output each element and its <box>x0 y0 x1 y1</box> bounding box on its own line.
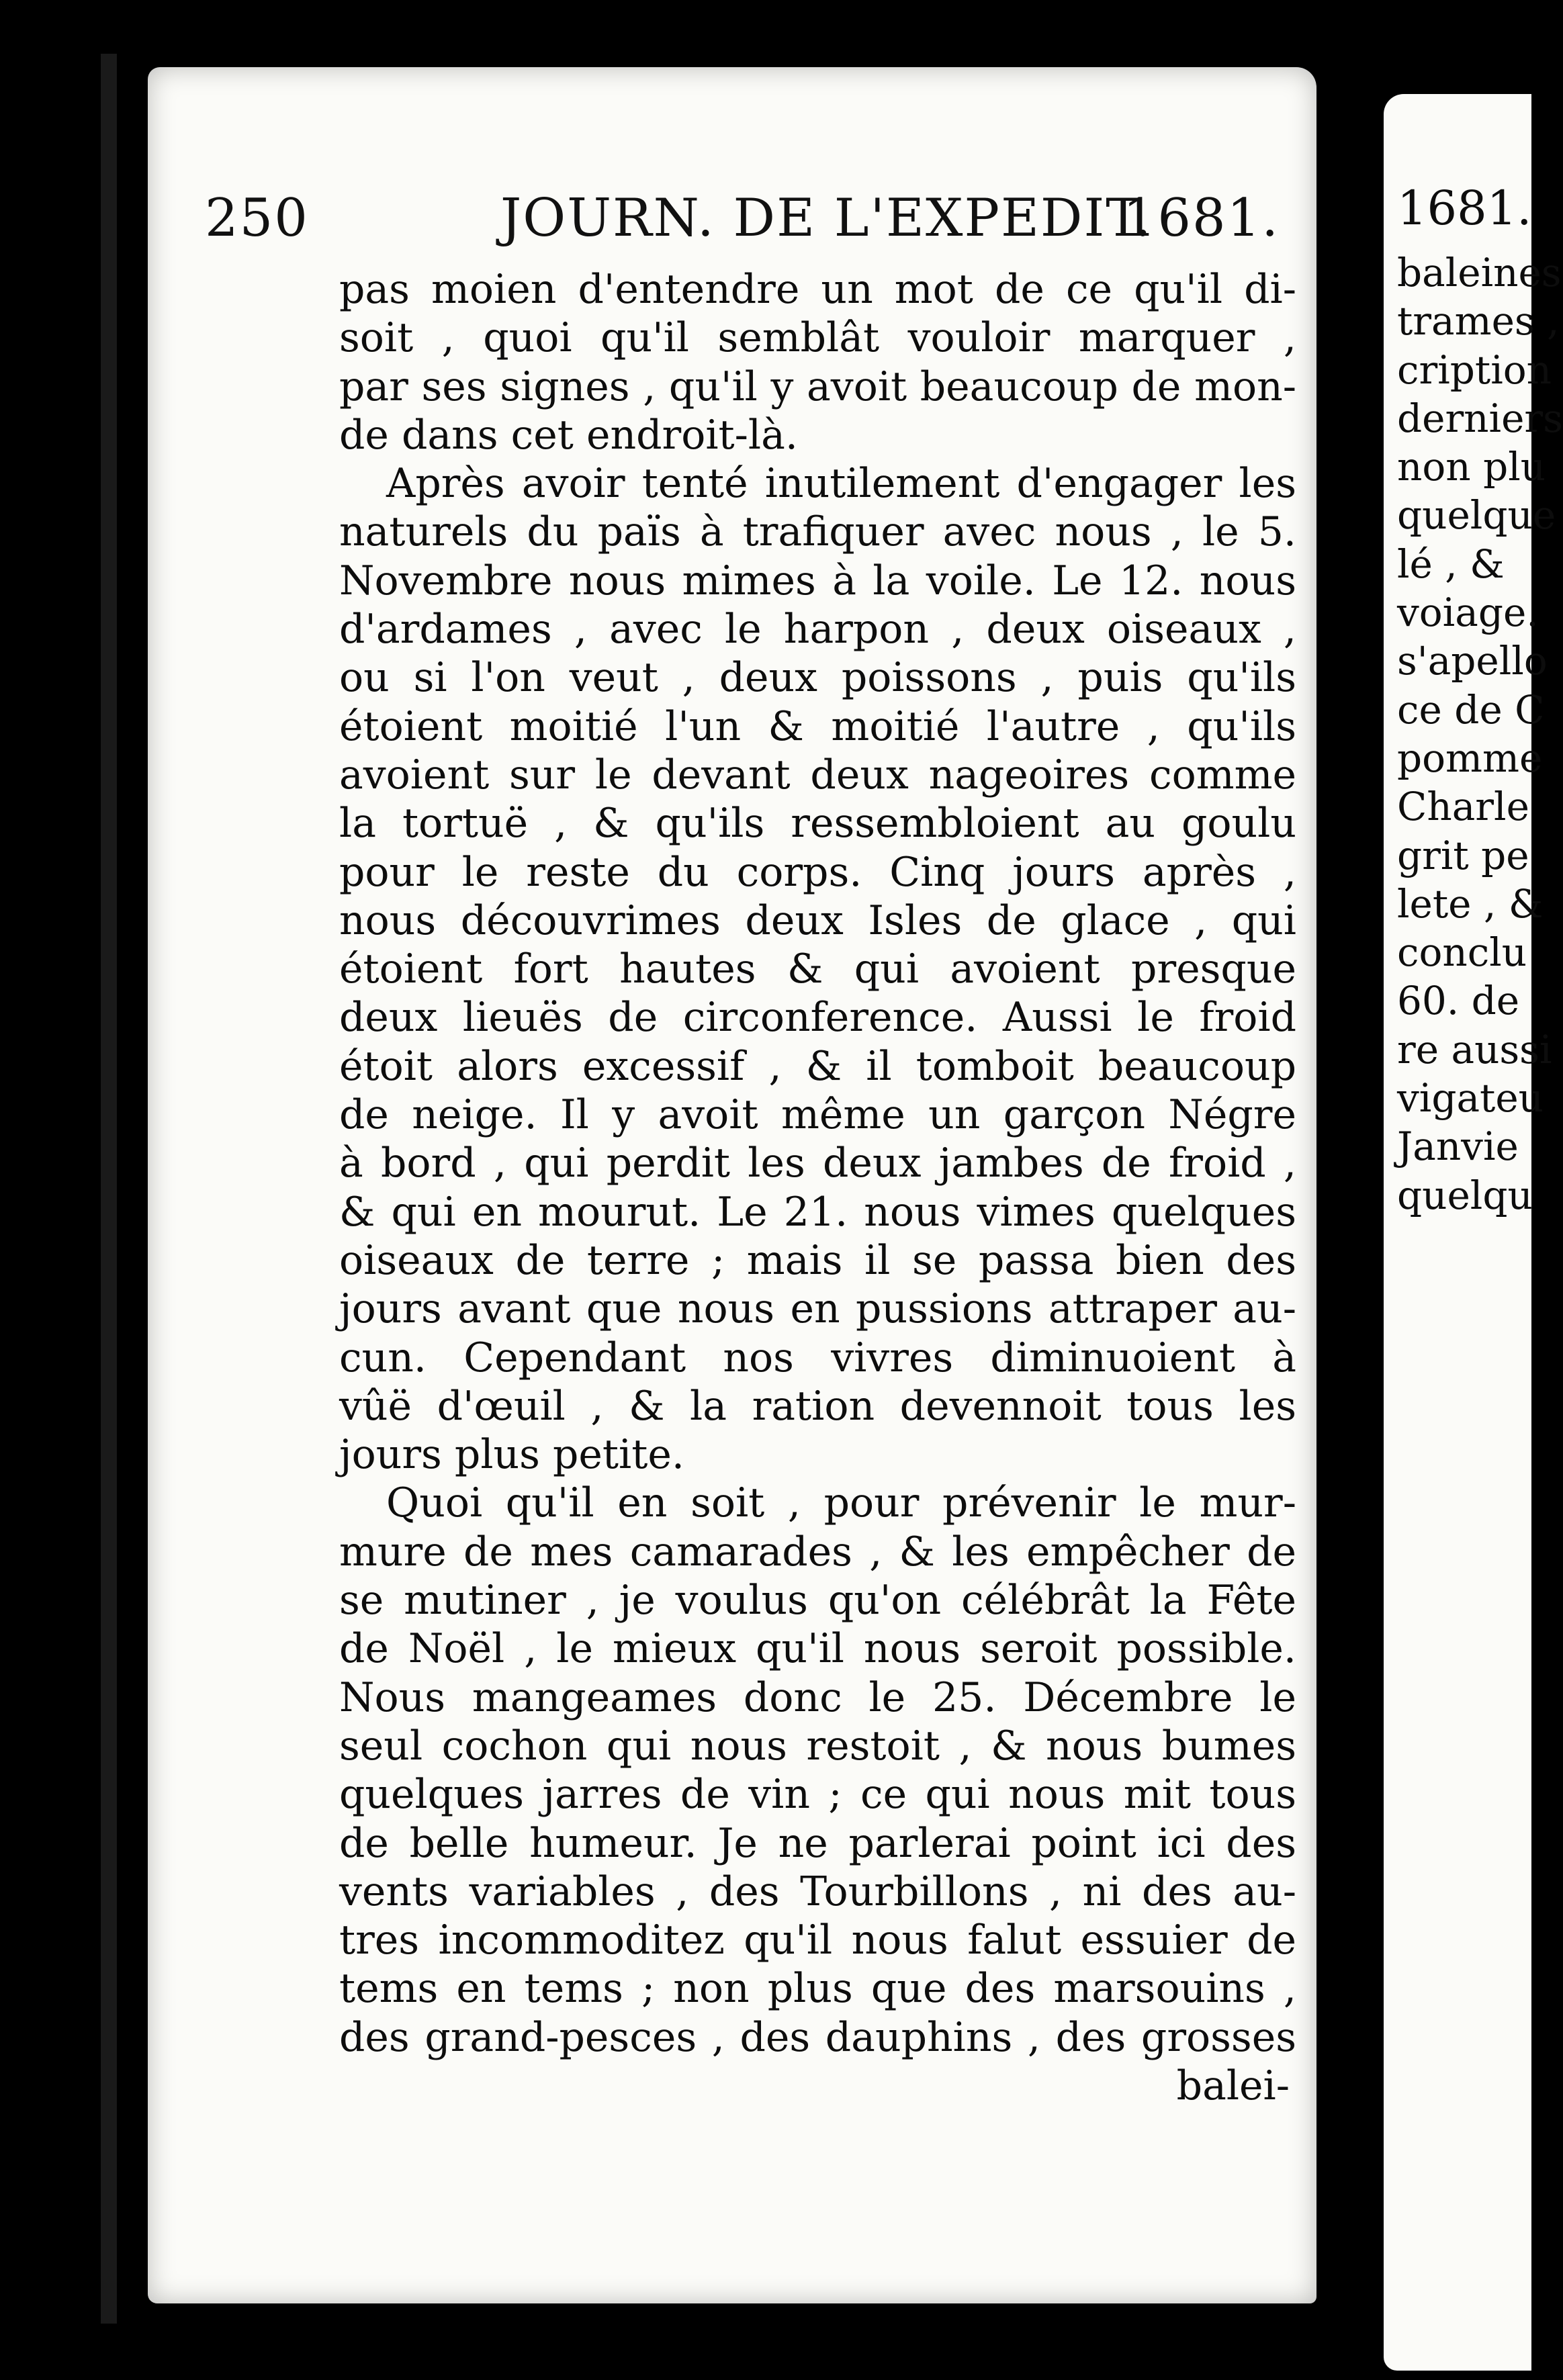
text-line: d'ardames , avec le harpon , deux oiseaux , <box>339 606 1296 653</box>
text-line: jours plus petite. <box>339 1431 684 1479</box>
running-title: JOURN. DE L'EXPEDIT. <box>500 188 1153 248</box>
next-page-year: 1681. <box>1397 181 1532 236</box>
next-page-fragment <box>1397 171 1563 1220</box>
page-number: 250 <box>205 188 309 248</box>
text-line: des grand-pesces , des dauphins , des grosses <box>339 2013 1296 2061</box>
page-header <box>205 188 1306 262</box>
text-line: de dans cet endroit-là. <box>339 411 798 459</box>
text-line: vûë d'œuil , & la ration devennoit tous les <box>339 1382 1296 1430</box>
text-line: jours avant que nous en pussions attraper au- <box>339 1285 1296 1333</box>
text-line: oiseaux de terre ; mais il se passa bien des <box>339 1236 1296 1284</box>
text-line: se mutiner , je voulus qu'on célébrât la Fête <box>339 1577 1296 1624</box>
next-page-line: voiage. <box>1397 590 1539 636</box>
next-page-line: quelqu <box>1397 1172 1533 1218</box>
body-text <box>339 265 1296 2110</box>
next-page-line: baleines <box>1397 250 1562 295</box>
text-line: de Noël , le mieux qu'il nous seroit possible. <box>339 1625 1296 1673</box>
next-page-line: re aussi <box>1397 1026 1552 1072</box>
paragraph <box>339 265 1296 459</box>
next-page-line: trames , <box>1397 298 1560 345</box>
text-line: de belle humeur. Je ne parlerai point ici des <box>339 1819 1296 1867</box>
next-page-line: non plu <box>1397 444 1546 490</box>
text-line: seul cochon qui nous restoit , & nous bumes <box>339 1722 1296 1770</box>
catchword: balei- <box>1176 2062 1290 2109</box>
text-line: vents variables , des Tourbillons , ni des au- <box>339 1868 1296 1915</box>
next-page-line: vigateu <box>1397 1075 1544 1122</box>
next-page-line: lete , & <box>1397 880 1544 927</box>
text-line: étoient fort hautes & qui avoient presque <box>339 946 1296 993</box>
book-spine-shadow <box>101 54 117 2324</box>
text-line: naturels du païs à trafiquer avec nous , le 5. <box>339 508 1296 556</box>
next-page-line: ce de C <box>1397 686 1545 733</box>
text-line: Après avoir tenté inutilement d'engager les <box>386 460 1296 508</box>
text-line: ou si l'on veut , deux poissons , puis qu'ils <box>339 654 1296 702</box>
text-line: à bord , qui perdit les deux jambes de froid , <box>339 1140 1296 1187</box>
text-line: mure de mes camarades , & les empêcher de <box>339 1528 1296 1575</box>
next-page-line: conclu <box>1397 929 1527 976</box>
text-line: soit , quoi qu'il semblât vouloir marquer , <box>339 314 1296 362</box>
text-line: pas moien d'entendre un mot de ce qu'il di- <box>339 266 1296 313</box>
next-page-line: Janvie <box>1397 1124 1519 1170</box>
next-page-line: 60. de <box>1397 978 1520 1024</box>
text-line: de neige. Il y avoit même un garçon Négre <box>339 1091 1296 1139</box>
text-line: quelques jarres de vin ; ce qui nous mit tous <box>339 1771 1296 1819</box>
text-line: nous découvrimes deux Isles de glace , qui <box>339 897 1296 944</box>
text-line: la tortuë , & qu'ils ressembloient au goulu <box>339 800 1296 848</box>
text-line: tres incommoditez qu'il nous falut essuier de <box>339 1917 1296 1964</box>
text-line: par ses signes , qu'il y avoit beaucoup de mon- <box>339 363 1296 410</box>
next-page-line: lé , & <box>1397 541 1505 587</box>
next-page-line: cription <box>1397 347 1552 393</box>
text-line: & qui en mourut. Le 21. nous vimes quelques <box>339 1188 1296 1236</box>
paragraph <box>339 1479 1296 2062</box>
paragraph <box>339 459 1296 1479</box>
header-year: 1681. <box>1122 188 1280 248</box>
text-line: tems en tems ; non plus que des marsouins , <box>339 1965 1296 2013</box>
text-line: Quoi qu'il en soit , pour prévenir le mur- <box>386 1479 1296 1527</box>
text-line: Nous mangeames donc le 25. Décembre le <box>339 1674 1296 1721</box>
next-page-line: Charle <box>1397 784 1529 830</box>
next-page-line: quelque <box>1397 492 1556 539</box>
text-line: étoit alors excessif , & il tomboit beaucoup <box>339 1042 1296 1090</box>
next-page-line: grit pe <box>1397 832 1529 878</box>
next-page-line: s'apello <box>1397 638 1548 684</box>
next-page-line: derniers <box>1397 395 1563 441</box>
text-line: Novembre nous mimes à la voile. Le 12. nous <box>339 557 1296 604</box>
next-page-line: pomme <box>1397 735 1543 781</box>
text-line: avoient sur le devant deux nageoires comme <box>339 751 1296 798</box>
text-line: deux lieuës de circonference. Aussi le froid <box>339 994 1296 1042</box>
text-line: cun. Cependant nos vivres diminuoient à <box>339 1334 1296 1381</box>
text-line: pour le reste du corps. Cinq jours après , <box>339 848 1296 896</box>
text-line: étoient moitié l'un & moitié l'autre , qu'ils <box>339 702 1296 750</box>
